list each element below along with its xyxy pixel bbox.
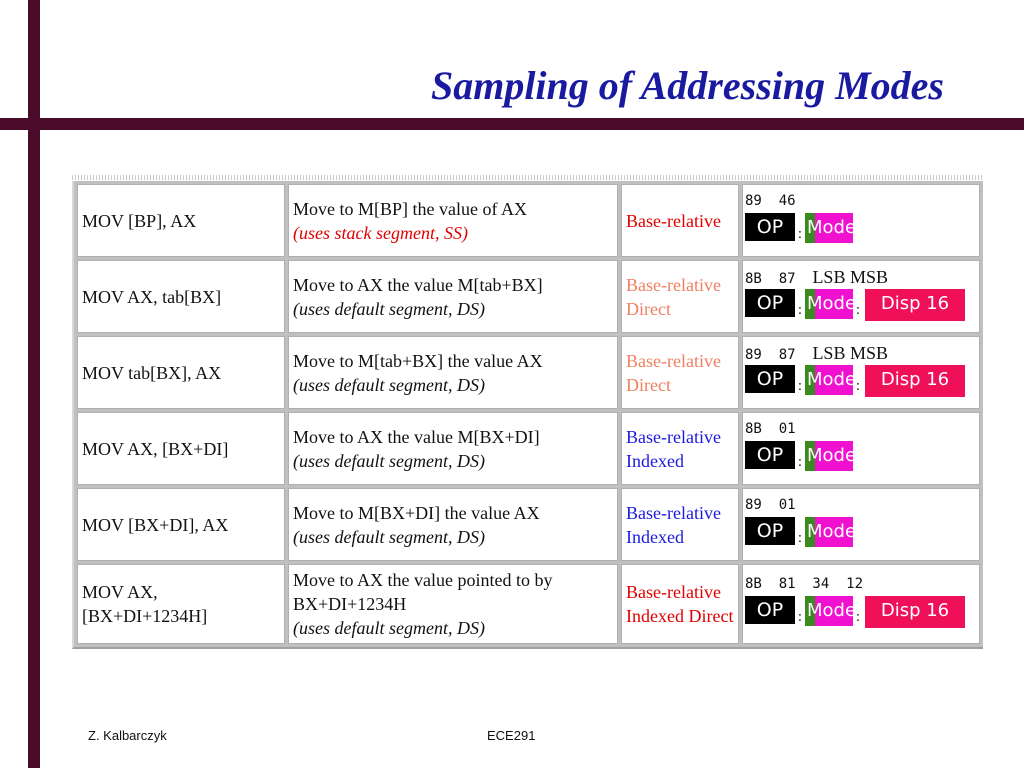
disp16-box: Disp 16 [865, 289, 965, 321]
footer-author: Z. Kalbarczyk [88, 728, 167, 743]
encoding-cell [742, 260, 980, 333]
lsb-msb-label: LSB MSB [812, 342, 888, 363]
description-text: Move to M[tab+BX] the value AX [293, 350, 543, 371]
description-cell [288, 336, 618, 409]
hex-bytes [745, 193, 977, 211]
encoding-boxes [745, 365, 977, 401]
mode-box [805, 596, 857, 626]
instruction-cell: MOV AX, [BX+DI] [77, 412, 285, 485]
mode-label: Base-relative [626, 426, 721, 447]
hex-bytes [745, 342, 977, 363]
mode-cell [621, 488, 739, 561]
encoding-boxes [745, 213, 977, 249]
instruction-cell: MOV tab[BX], AX [77, 336, 285, 409]
encoding-boxes [745, 596, 977, 632]
instruction-cell: MOV AX, tab[BX] [77, 260, 285, 333]
hex-text: 89 87 [745, 346, 796, 363]
op-box: OP [745, 596, 795, 624]
slide-title: Sampling of Addressing Modes [430, 63, 944, 108]
mode-label-2: Direct [626, 298, 671, 319]
mode-box-label: Mode [807, 216, 857, 238]
mode-box [805, 289, 857, 319]
separator-dot: : [797, 530, 803, 546]
segment-note: (uses default segment, DS) [293, 374, 485, 395]
separator-dot: : [855, 610, 861, 625]
op-box: OP [745, 213, 795, 241]
separator-dot: : [797, 610, 803, 625]
segment-note: (uses stack segment, SS) [293, 222, 468, 243]
mode-label-2: Direct [626, 374, 671, 395]
op-box: OP [745, 517, 795, 545]
hex-bytes [745, 266, 977, 287]
description-cell [288, 412, 618, 485]
mode-cell [621, 260, 739, 333]
op-box: OP [745, 365, 795, 393]
mode-label: Base-relative [626, 210, 721, 231]
description-text-2: BX+DI+1234H [293, 594, 407, 614]
description-cell [288, 260, 618, 333]
separator-dot: : [855, 378, 861, 394]
separator-dot: : [797, 302, 803, 318]
footer-course: ECE291 [487, 728, 536, 743]
separator-dot: : [855, 302, 861, 318]
mode-label: Base-relative [626, 582, 721, 602]
description-cell [288, 488, 618, 561]
mode-label-2: Indexed [626, 526, 684, 547]
table-row [77, 488, 980, 561]
mode-cell [621, 412, 739, 485]
disp16-box: Disp 16 [865, 365, 965, 397]
encoding-cell [742, 488, 980, 561]
hex-text: 8B 87 [745, 270, 796, 287]
mode-box-label: Mode [807, 600, 857, 621]
disp16-box: Disp 16 [865, 596, 965, 628]
segment-note: (uses default segment, DS) [293, 450, 485, 471]
table-row [77, 260, 980, 333]
table-row [77, 412, 980, 485]
instruction-cell: MOV [BP], AX [77, 184, 285, 257]
op-box: OP [745, 441, 795, 469]
mode-box [805, 365, 857, 395]
separator-dot: : [797, 226, 803, 242]
description-text: Move to AX the value M[tab+BX] [293, 274, 543, 295]
hex-text: 89 46 [745, 192, 796, 209]
instruction-cell: MOV [BX+DI], AX [77, 488, 285, 561]
mode-label-2: Indexed [626, 450, 684, 471]
segment-note: (uses default segment, DS) [293, 618, 485, 638]
mode-label-2: Indexed Direct [626, 606, 734, 626]
table-row [77, 564, 980, 644]
mode-box-label: Mode [807, 368, 857, 390]
addressing-modes-table [72, 181, 983, 649]
mode-box [805, 517, 857, 547]
title-underline-bar [0, 118, 1024, 130]
hex-bytes [745, 421, 977, 439]
encoding-cell [742, 336, 980, 409]
op-box: OP [745, 289, 795, 317]
encoding-boxes [745, 517, 977, 553]
description-cell [288, 184, 618, 257]
description-cell [288, 564, 618, 644]
segment-note: (uses default segment, DS) [293, 526, 485, 547]
mode-cell [621, 184, 739, 257]
hex-bytes [745, 576, 977, 594]
table-row [77, 184, 980, 257]
mode-label: Base-relative [626, 502, 721, 523]
encoding-boxes [745, 441, 977, 477]
mode-cell [621, 336, 739, 409]
description-text: Move to AX the value M[BX+DI] [293, 426, 540, 447]
mode-box [805, 213, 857, 243]
table-row [77, 336, 980, 409]
encoding-cell [742, 412, 980, 485]
mode-box-label: Mode [807, 520, 857, 542]
separator-dot: : [797, 454, 803, 470]
lsb-msb-label: LSB MSB [812, 266, 888, 287]
encoding-cell [742, 184, 980, 257]
mode-box-label: Mode [807, 444, 857, 466]
instruction-cell: MOV AX, [BX+DI+1234H] [77, 564, 285, 644]
mode-cell [621, 564, 739, 644]
addressing-modes-table-wrapper [72, 175, 984, 663]
left-accent-bar [28, 0, 40, 768]
mode-box-label: Mode [807, 292, 857, 314]
mode-box [805, 441, 857, 471]
mode-label: Base-relative [626, 274, 721, 295]
description-text: Move to AX the value pointed to by [293, 570, 553, 590]
description-text: Move to M[BP] the value of AX [293, 198, 527, 219]
separator-dot: : [797, 378, 803, 394]
hex-text: 8B 81 34 12 [745, 576, 864, 592]
segment-note: (uses default segment, DS) [293, 298, 485, 319]
description-text: Move to M[BX+DI] the value AX [293, 502, 540, 523]
encoding-cell [742, 564, 980, 644]
hex-text: 89 01 [745, 496, 796, 513]
hex-text: 8B 01 [745, 420, 796, 437]
hex-bytes [745, 497, 977, 515]
encoding-boxes [745, 289, 977, 325]
mode-label: Base-relative [626, 350, 721, 371]
